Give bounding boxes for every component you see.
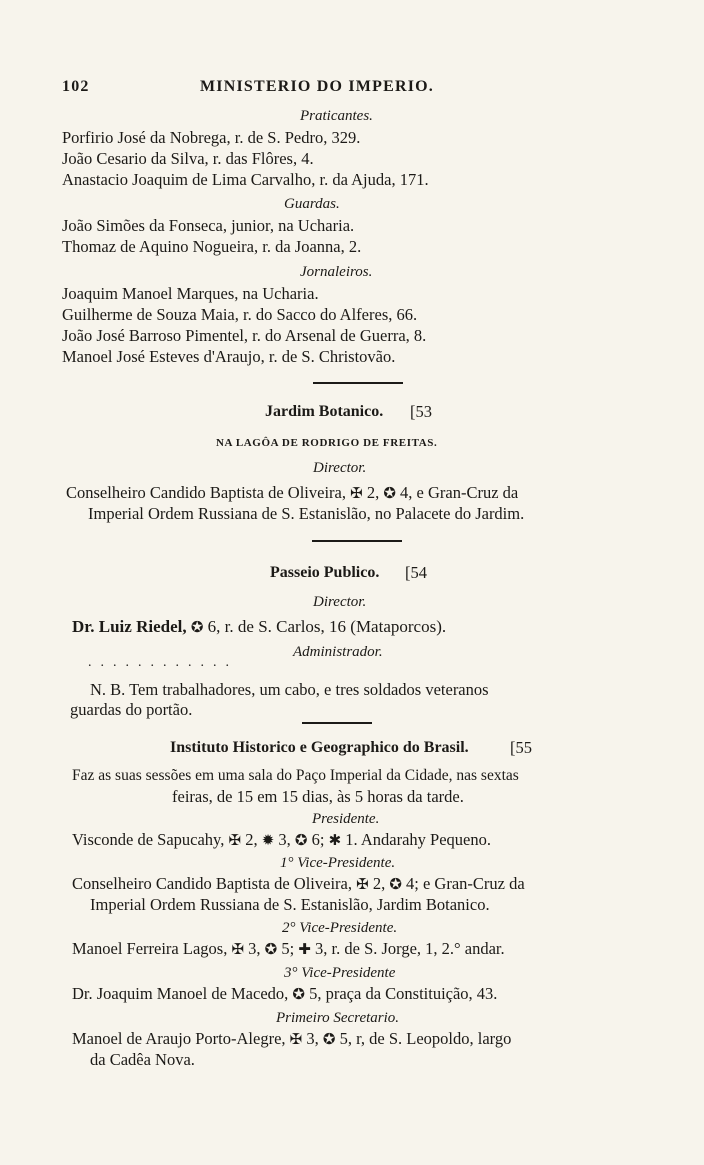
list-item: João José Barroso Pimentel, r. do Arsenal de Guerra, 8.: [62, 326, 427, 345]
director-name: Conselheiro Candido Baptista de Oliveira,: [66, 483, 346, 502]
rose-order-icon: ✪: [383, 486, 396, 502]
secretario-address: 5, r, de S. Leopoldo, largo: [339, 1029, 512, 1048]
star-order-icon: ✱: [328, 833, 342, 849]
vp2-heading: 2° Vice-Presidente.: [282, 920, 398, 936]
secretario-line1: [72, 1029, 511, 1050]
list-item: João Cesario da Silva, r. das Flôres, 4.: [62, 149, 314, 168]
director-heading: Director.: [313, 594, 367, 610]
instituto-title: Instituto Historico e Geographico do Brasil.: [170, 739, 469, 756]
cross-order-icon: ✠: [228, 833, 242, 849]
order-grade: 5;: [281, 939, 295, 958]
guardas-heading: Guardas.: [284, 196, 340, 212]
cross-order-icon: ✠: [350, 486, 363, 502]
passeio-director-line: [72, 617, 446, 638]
presidente-address: 1. Andarahy Pequeno.: [345, 830, 491, 849]
presidente-heading: Presidente.: [312, 811, 380, 827]
secretario-name: Manoel de Araujo Porto-Alegre,: [72, 1029, 286, 1048]
order-grade: 3,: [306, 1029, 319, 1048]
passeio-number: [54: [405, 563, 427, 582]
vp1-name: Conselheiro Candido Baptista de Oliveira,: [72, 874, 352, 893]
jardim-director-line2: Imperial Ordem Russiana de S. Estanislão, no Palacete do Jardim.: [88, 504, 525, 523]
vp1-line2: Imperial Ordem Russiana de S. Estanislão, Jardim Botanico.: [90, 895, 490, 914]
jardim-title: Jardim Botanico.: [265, 403, 384, 420]
instituto-intro-line2: feiras, de 15 em 15 dias, às 5 horas da tarde.: [172, 787, 464, 806]
order-grade: 2,: [366, 483, 380, 502]
rose-order-icon: ✪: [294, 833, 308, 849]
vp3-line: [72, 984, 497, 1005]
page-number: 102: [62, 78, 90, 95]
vp2-address: 3, r. de S. Jorge, 1, 2.° andar.: [315, 939, 505, 958]
list-item: Guilherme de Souza Maia, r. do Sacco do Alferes, 66.: [62, 305, 418, 324]
list-item: Anastacio Joaquim de Lima Carvalho, r. da Ajuda, 171.: [62, 170, 429, 189]
star-order-icon: ✹: [261, 833, 275, 849]
rose-order-icon: ✪: [322, 1032, 336, 1048]
vp1-line1: [72, 874, 525, 895]
praticantes-heading: Praticantes.: [300, 108, 373, 124]
list-item: Joaquim Manoel Marques, na Ucharia.: [62, 284, 319, 303]
rose-order-icon: ✪: [190, 620, 204, 636]
presidente-name: Visconde de Sapucahy,: [72, 830, 225, 849]
vp1-heading: 1° Vice-Presidente.: [280, 855, 396, 871]
jardim-location: NA LAGÔA DE RODRIGO DE FREITAS.: [216, 437, 438, 449]
vp3-heading: 3° Vice-Presidente: [284, 965, 396, 981]
vp2-name: Manoel Ferreira Lagos,: [72, 939, 228, 958]
presidente-line: [72, 830, 491, 851]
cross-order-icon: ✠: [289, 1032, 303, 1048]
director-name: Dr. Luiz Riedel,: [72, 617, 187, 636]
order-grade: 2,: [245, 830, 258, 849]
jardim-director-line1: [66, 483, 518, 504]
order-grade: 4; e Gran-Cruz da: [406, 874, 525, 893]
rose-order-icon: ✪: [264, 942, 278, 958]
list-item: Manoel José Esteves d'Araujo, r. de S. Christovão.: [62, 347, 396, 366]
director-address: 6, r. de S. Carlos, 16 (Mataporcos).: [207, 617, 447, 636]
secretario-line2: da Cadêa Nova.: [90, 1050, 195, 1069]
order-grade: 6;: [311, 830, 325, 849]
nb-line1: N. B. Tem trabalhadores, um cabo, e tres soldados veteranos: [90, 680, 489, 699]
list-item: Thomaz de Aquino Nogueira, r. da Joanna, 2.: [62, 237, 362, 256]
passeio-title: Passeio Publico.: [270, 564, 380, 581]
order-grade: 4, e Gran-Cruz da: [400, 483, 519, 502]
list-item: João Simões da Fonseca, junior, na Ucharia.: [62, 216, 355, 235]
vp3-name: Dr. Joaquim Manoel de Macedo,: [72, 984, 289, 1003]
instituto-intro-line1: Faz as suas sessões em uma sala do Paço Imperial da Cidade, nas sextas: [72, 767, 519, 784]
divider: [302, 722, 372, 724]
dot-leader: ............: [88, 655, 238, 670]
divider: [312, 540, 402, 542]
secretario-heading: Primeiro Secretario.: [276, 1010, 400, 1026]
order-grade: 3,: [278, 830, 291, 849]
nb-line2: guardas do portão.: [70, 700, 193, 719]
instituto-number: [55: [510, 738, 532, 757]
vp2-line: [72, 939, 505, 960]
administrador-heading: Administrador.: [293, 644, 383, 660]
order-grade: 3,: [248, 939, 261, 958]
cross-order-icon: ✚: [298, 942, 311, 958]
running-title: MINISTERIO DO IMPERIO.: [200, 78, 434, 95]
director-heading: Director.: [313, 460, 367, 476]
vp3-address: 5, praça da Constituição, 43.: [309, 984, 498, 1003]
jardim-number: [53: [410, 402, 432, 421]
rose-order-icon: ✪: [292, 987, 305, 1003]
order-grade: 2,: [372, 874, 386, 893]
rose-order-icon: ✪: [389, 877, 402, 893]
cross-order-icon: ✠: [356, 877, 369, 893]
list-item: Porfirio José da Nobrega, r. de S. Pedro, 329.: [62, 128, 361, 147]
cross-order-icon: ✠: [231, 942, 245, 958]
jornaleiros-heading: Jornaleiros.: [300, 264, 373, 280]
divider: [313, 382, 403, 384]
